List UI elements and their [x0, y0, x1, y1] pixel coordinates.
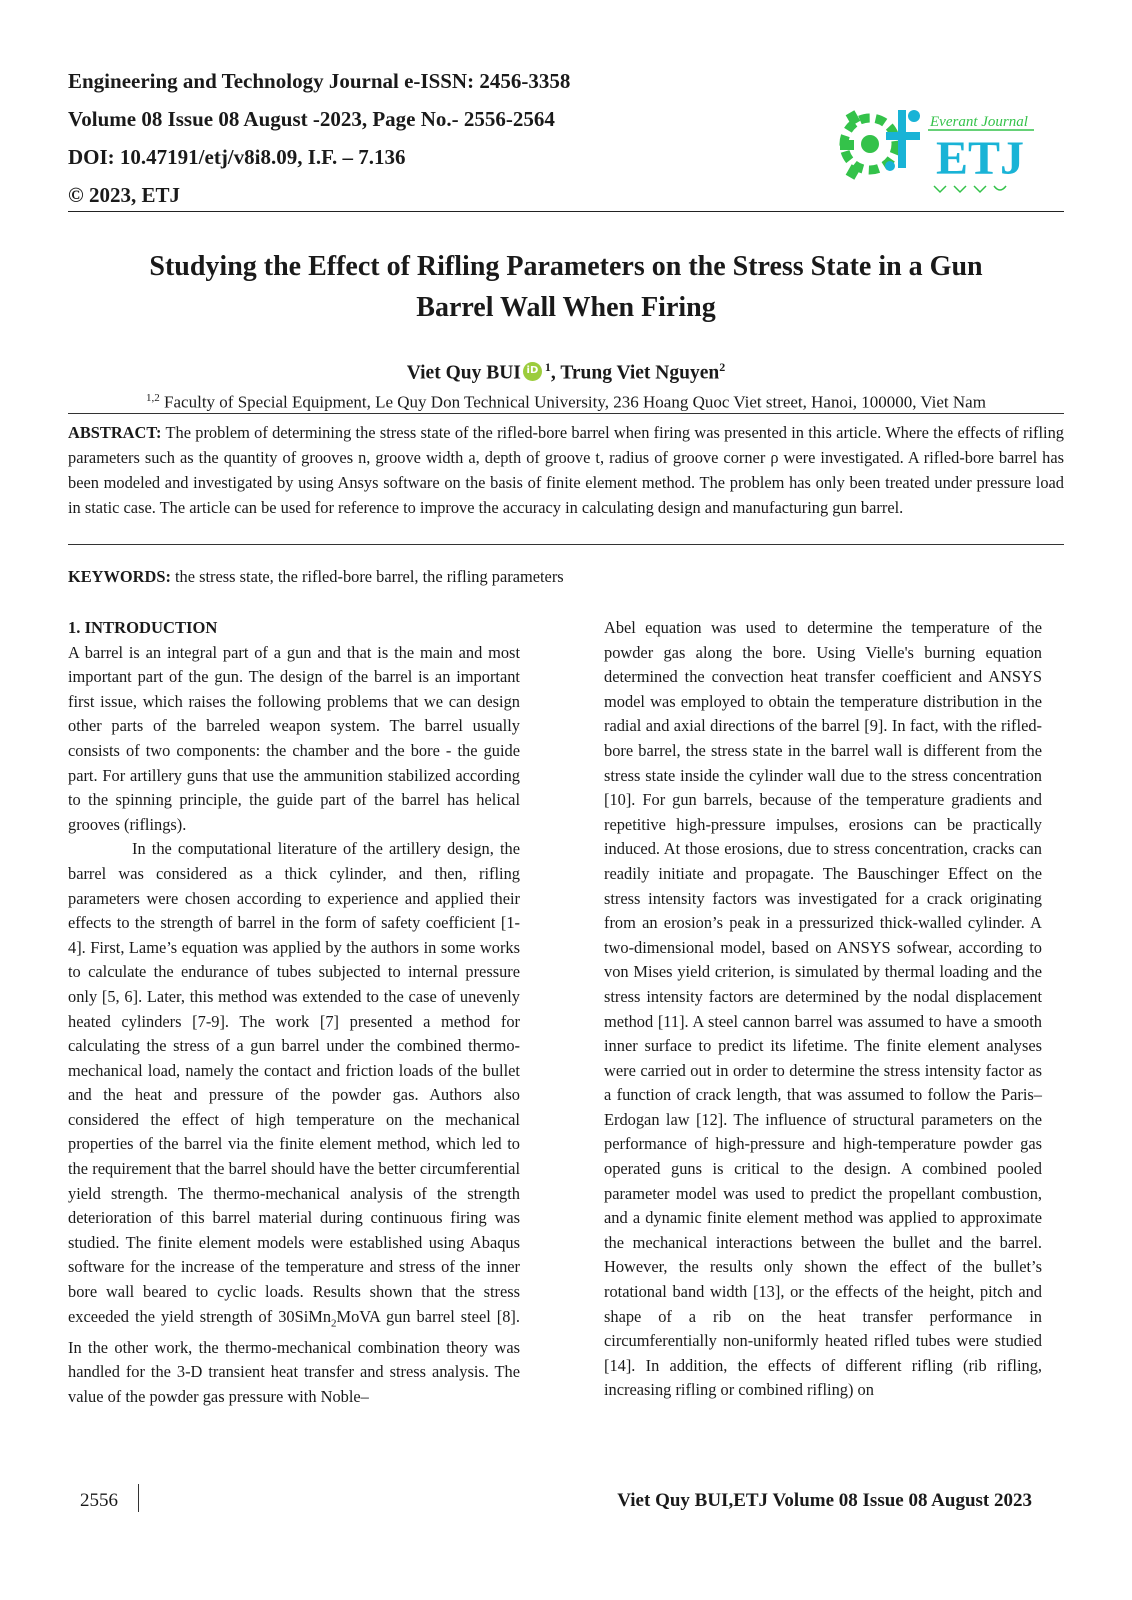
affiliation — [0, 386, 1132, 415]
author-line — [0, 354, 1132, 387]
section-heading-introduction: 1. INTRODUCTION — [68, 618, 218, 637]
abstract-top-rule — [68, 413, 1064, 414]
volume-issue-line: Volume 08 Issue 08 August -2023, Page No.- 2556-2564 — [68, 107, 555, 131]
abstract-label: ABSTRACT: — [68, 423, 162, 442]
keywords-text: the stress state, the rifled-bore barrel, the rifling parameters — [170, 567, 564, 586]
paper-title — [80, 246, 1052, 328]
title-line-2: Barrel Wall When Firing — [416, 292, 716, 323]
body-text: In the computational literature of the artillery design, the barrel was considered as a thick cylinder, and then, rifling parameters were chosen according to experience and applied their effects to the strength of barrel in the form of safety coefficient [1-4]. First, Lame’s equation was applied by the authors in some works to calculate the endurance of tubes subjected to internal pressure only [5, 6]. Later, this method was extended to the case of unevenly heated cylinders [7-9]. The work [7] presented a method for calculating the stress of a gun barrel under the combined thermo-mechanical load, namely the contact and friction loads of the bullet and the heat and pressure of the powder gas. Authors also considered the effect of high temperature on the mechanical properties of the barrel via the finite element method, which led to the requirement that the barrel should have the better circumferential yield strength. The thermo-mechanical analysis of the strength deterioration of this barrel material during continuous firing was studied. The finite element models were established using Abaqus software for the increase of the temperature and stress of the inner bore wall beared to cyclic loads. Results shown that the stress exceeded the yield strength of 30SiMn — [68, 839, 520, 1326]
author-2-name: Trung Viet Nguyen — [560, 362, 720, 384]
running-footer: Viet Quy BUI,ETJ Volume 08 Issue 08 August 2023 — [617, 1490, 1032, 1511]
footer-divider — [138, 1484, 139, 1512]
header-rule — [68, 211, 1064, 212]
body-text: MoVA gun barrel steel [8]. In the other work, the thermo-mechanical combination theory was handled for the 3-D transient heat transfer and stress analysis. The value of the powder gas pressure with Noble– — [68, 1306, 520, 1406]
page-number: 2556 — [80, 1490, 118, 1511]
logo-top-text: Everant Journal — [930, 114, 1028, 130]
etj-journal-logo — [828, 92, 1040, 200]
right-column — [604, 616, 1042, 1403]
orcid-icon[interactable] — [523, 362, 542, 381]
affiliation-text: Faculty of Special Equipment, Le Quy Don Technical University, 236 Hoang Quoc Viet street, Hanoi, 100000, Viet Nam — [159, 392, 986, 412]
journal-issn-line: Engineering and Technology Journal e-ISSN: 2456-3358 — [68, 69, 571, 93]
copyright-line: © 2023, ETJ — [68, 183, 180, 207]
body-paragraph: Abel equation was used to determine the temperature of the powder gas along the bore. Using Vielle's burning equation determined the convection heat transfer coefficient and ANSYS model was employed to obtain the temperature distribution in the radial and axial directions of the barrel [9]. In fact, with the rifled-bore barrel, the stress state in the barrel wall is different from the stress state inside the cylinder wall due to the stress concentration [10]. For gun barrels, because of the temperature gradients and repetitive high-pressure impulses, erosions can be practically induced. At those erosions, due to stress concentration, cracks can readily initiate and propagate. The Bauschinger Effect on the stress intensity factors was investigated for a crack originating from an erosion’s peak in a pressurized thick-walled cylinder. A two-dimensional model, based on ANSYS sofwear, according to von Mises yield criterion, is simulated by thermal loading and the stress intensity factors are determined by the nodal displacement method [11]. A steel cannon barrel was assumed to have a smooth inner surface to predict its lifetime. The finite element analyses were carried out in order to determine the stress intensity factor as a function of crack length, that was assumed to follow the Paris–Erdogan law [12]. The influence of structural parameters on the performance of high-pressure and high-temperature powder gas operated guns is critical to the design. A combined pooled parameter model was used to predict the propellant combustion, and a dynamic finite element method was applied to approximate the mechanical interactions between the bullet and the barrel. However, the results only shown the effect of the bullet’s rotational band width [13], or the effects of the height, pitch and shape of a rib on the heat transfer performance in circumferentially non-uniformly heated rifled tubes were studied [14]. In addition, the effects of different rifling (rib rifling, increasing rifling or combined rifling) on — [604, 618, 1042, 1400]
title-line-1: Studying the Effect of Rifling Parameters on the Stress State in a Gun — [149, 251, 983, 282]
author-separator: , — [550, 362, 561, 384]
keywords-label: KEYWORDS: — [68, 567, 171, 586]
abstract-bottom-rule — [68, 544, 1064, 545]
body-paragraph: A barrel is an integral part of a gun and that is the main and most important part of the gun. The design of the barrel is an important first issue, which raises the following problems that we can design other parts of the barreled weapon system. The barrel usually consists of two components: the chamber and the bore - the guide part. For artillery guns that use the ammunition stabilized according to the spinning principle, the guide part of the barrel has helical grooves (riflings). — [68, 642, 520, 834]
abstract — [68, 420, 1064, 520]
abstract-text: The problem of determining the stress state of the rifled-bore barrel when firing was presented in this article. Where the effects of rifling parameters such as the quantity of grooves n, groove width a, depth of groove t, radius of groove corner ρ were investigated. A rifled-bore barrel has been modeled and investigated by using Ansys software on the basis of finite element method. The problem has only been treated under pressure load in static case. The article can be used for reference to improve the accuracy in calculating design and manufacturing gun barrel. — [68, 423, 1064, 517]
affiliation-sup: 1,2 — [146, 392, 160, 404]
journal-header — [68, 62, 848, 214]
keywords — [68, 564, 1064, 589]
author-2-sup: 2 — [719, 360, 726, 374]
body-paragraph — [68, 837, 520, 1409]
author-1-name: Viet Quy BUI — [406, 362, 521, 384]
logo-letters: ETJ — [936, 132, 1025, 185]
left-column — [68, 616, 520, 1409]
subscript: 2 — [331, 1316, 337, 1329]
doi-line: DOI: 10.47191/etj/v8i8.09, I.F. – 7.136 — [68, 145, 406, 169]
author-1-sup: 1 — [544, 360, 551, 374]
